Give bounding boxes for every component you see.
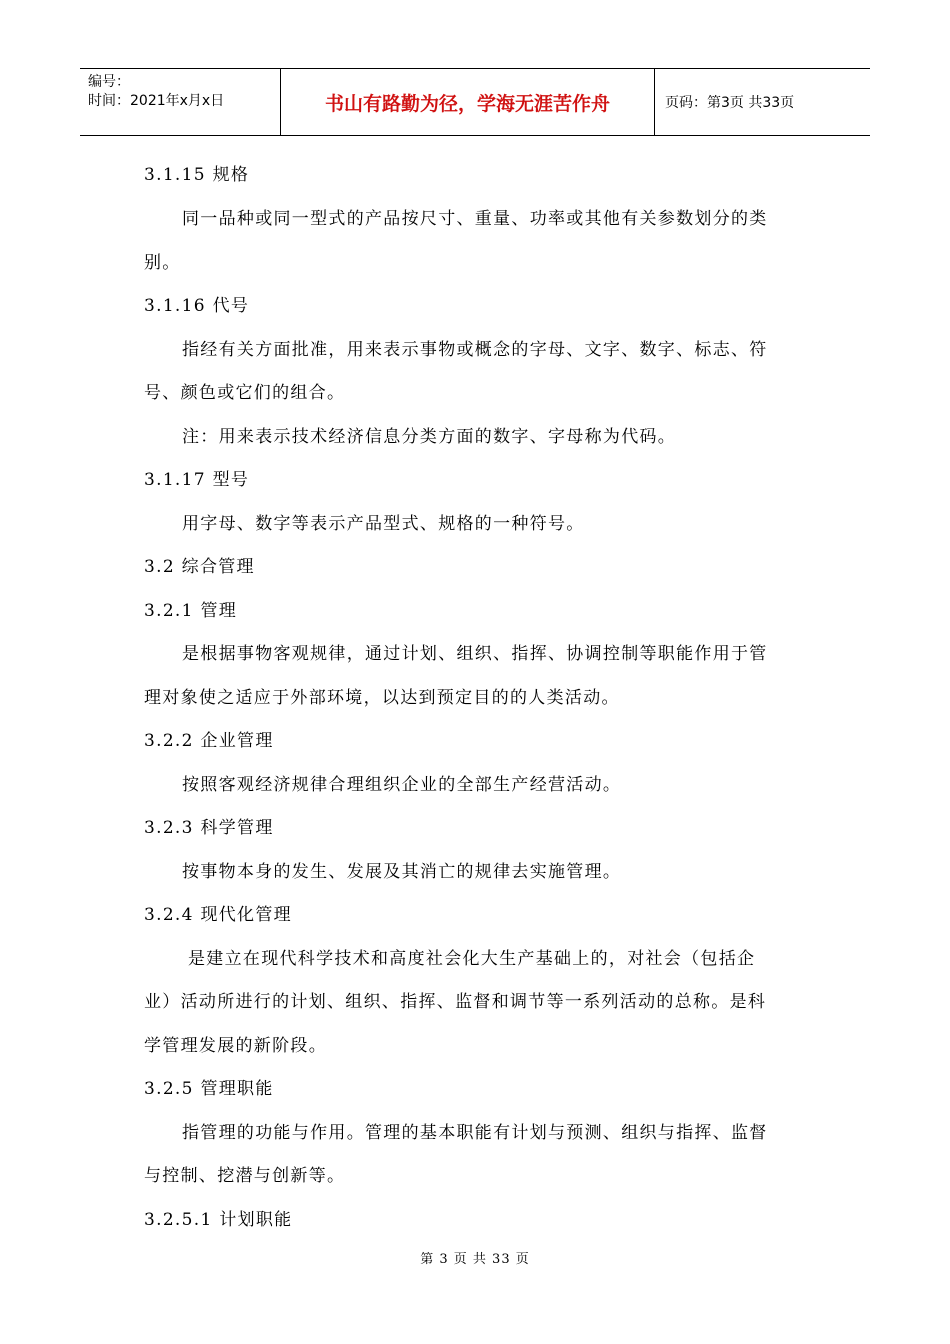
- section-heading: 3.2.1 管理: [144, 601, 238, 621]
- section-heading: 3.2.2 企业管理: [144, 731, 274, 751]
- section-heading: 3.1.16 代号: [144, 296, 250, 316]
- page-footer: 第 3 页 共 33 页: [420, 1252, 530, 1267]
- paragraph-line: 按照客观经济规律合理组织企业的全部生产经营活动。: [182, 775, 622, 795]
- paragraph-line: 是建立在现代科学技术和高度社会化大生产基础上的，对社会（包括企: [188, 949, 756, 969]
- header-motto: 书山有路勤为径，学海无涯苦作舟: [281, 69, 655, 135]
- paragraph-line: 按事物本身的发生、发展及其消亡的规律去实施管理。: [182, 862, 622, 882]
- section-heading: 3.1.15 规格: [144, 165, 250, 185]
- section-heading: 3.2.3 科学管理: [144, 818, 274, 838]
- section-heading: 3.2.4 现代化管理: [144, 905, 292, 925]
- section-heading: 3.2.5 管理职能: [144, 1079, 274, 1099]
- header-meta: [80, 69, 281, 135]
- section-heading: 3.2 综合管理: [144, 557, 255, 577]
- paragraph-line: 别。: [144, 253, 181, 273]
- paragraph-line: 理对象使之适应于外部环境，以达到预定目的的人类活动。: [144, 688, 620, 708]
- section-heading: 3.2.5.1 计划职能: [144, 1210, 293, 1230]
- paragraph-line: 与控制、挖潜与创新等。: [144, 1166, 346, 1186]
- paragraph-line: 业）活动所进行的计划、组织、指挥、监督和调节等一系列活动的总称。是科: [144, 992, 767, 1012]
- paragraph-line: 同一品种或同一型式的产品按尺寸、重量、功率或其他有关参数划分的类: [182, 209, 768, 229]
- paragraph-line: 用字母、数字等表示产品型式、规格的一种符号。: [182, 514, 585, 534]
- paragraph-line: 指经有关方面批准，用来表示事物或概念的字母、文字、数字、标志、符: [182, 340, 768, 360]
- document-date: 时间：2021年x月x日: [88, 93, 225, 109]
- header-page-info: 页码：第3页 共33页: [665, 95, 795, 111]
- note-line: 注：用来表示技术经济信息分类方面的数字、字母称为代码。: [182, 427, 677, 447]
- paragraph-line: 是根据事物客观规律，通过计划、组织、指挥、协调控制等职能作用于管: [182, 644, 768, 664]
- page-header: [80, 68, 870, 136]
- section-heading: 3.1.17 型号: [144, 470, 250, 490]
- document-number-label: 编号：: [88, 74, 130, 90]
- paragraph-line: 指管理的功能与作用。管理的基本职能有计划与预测、组织与指挥、监督: [182, 1123, 768, 1143]
- paragraph-line: 号、颜色或它们的组合。: [144, 383, 346, 403]
- paragraph-line: 学管理发展的新阶段。: [144, 1036, 327, 1056]
